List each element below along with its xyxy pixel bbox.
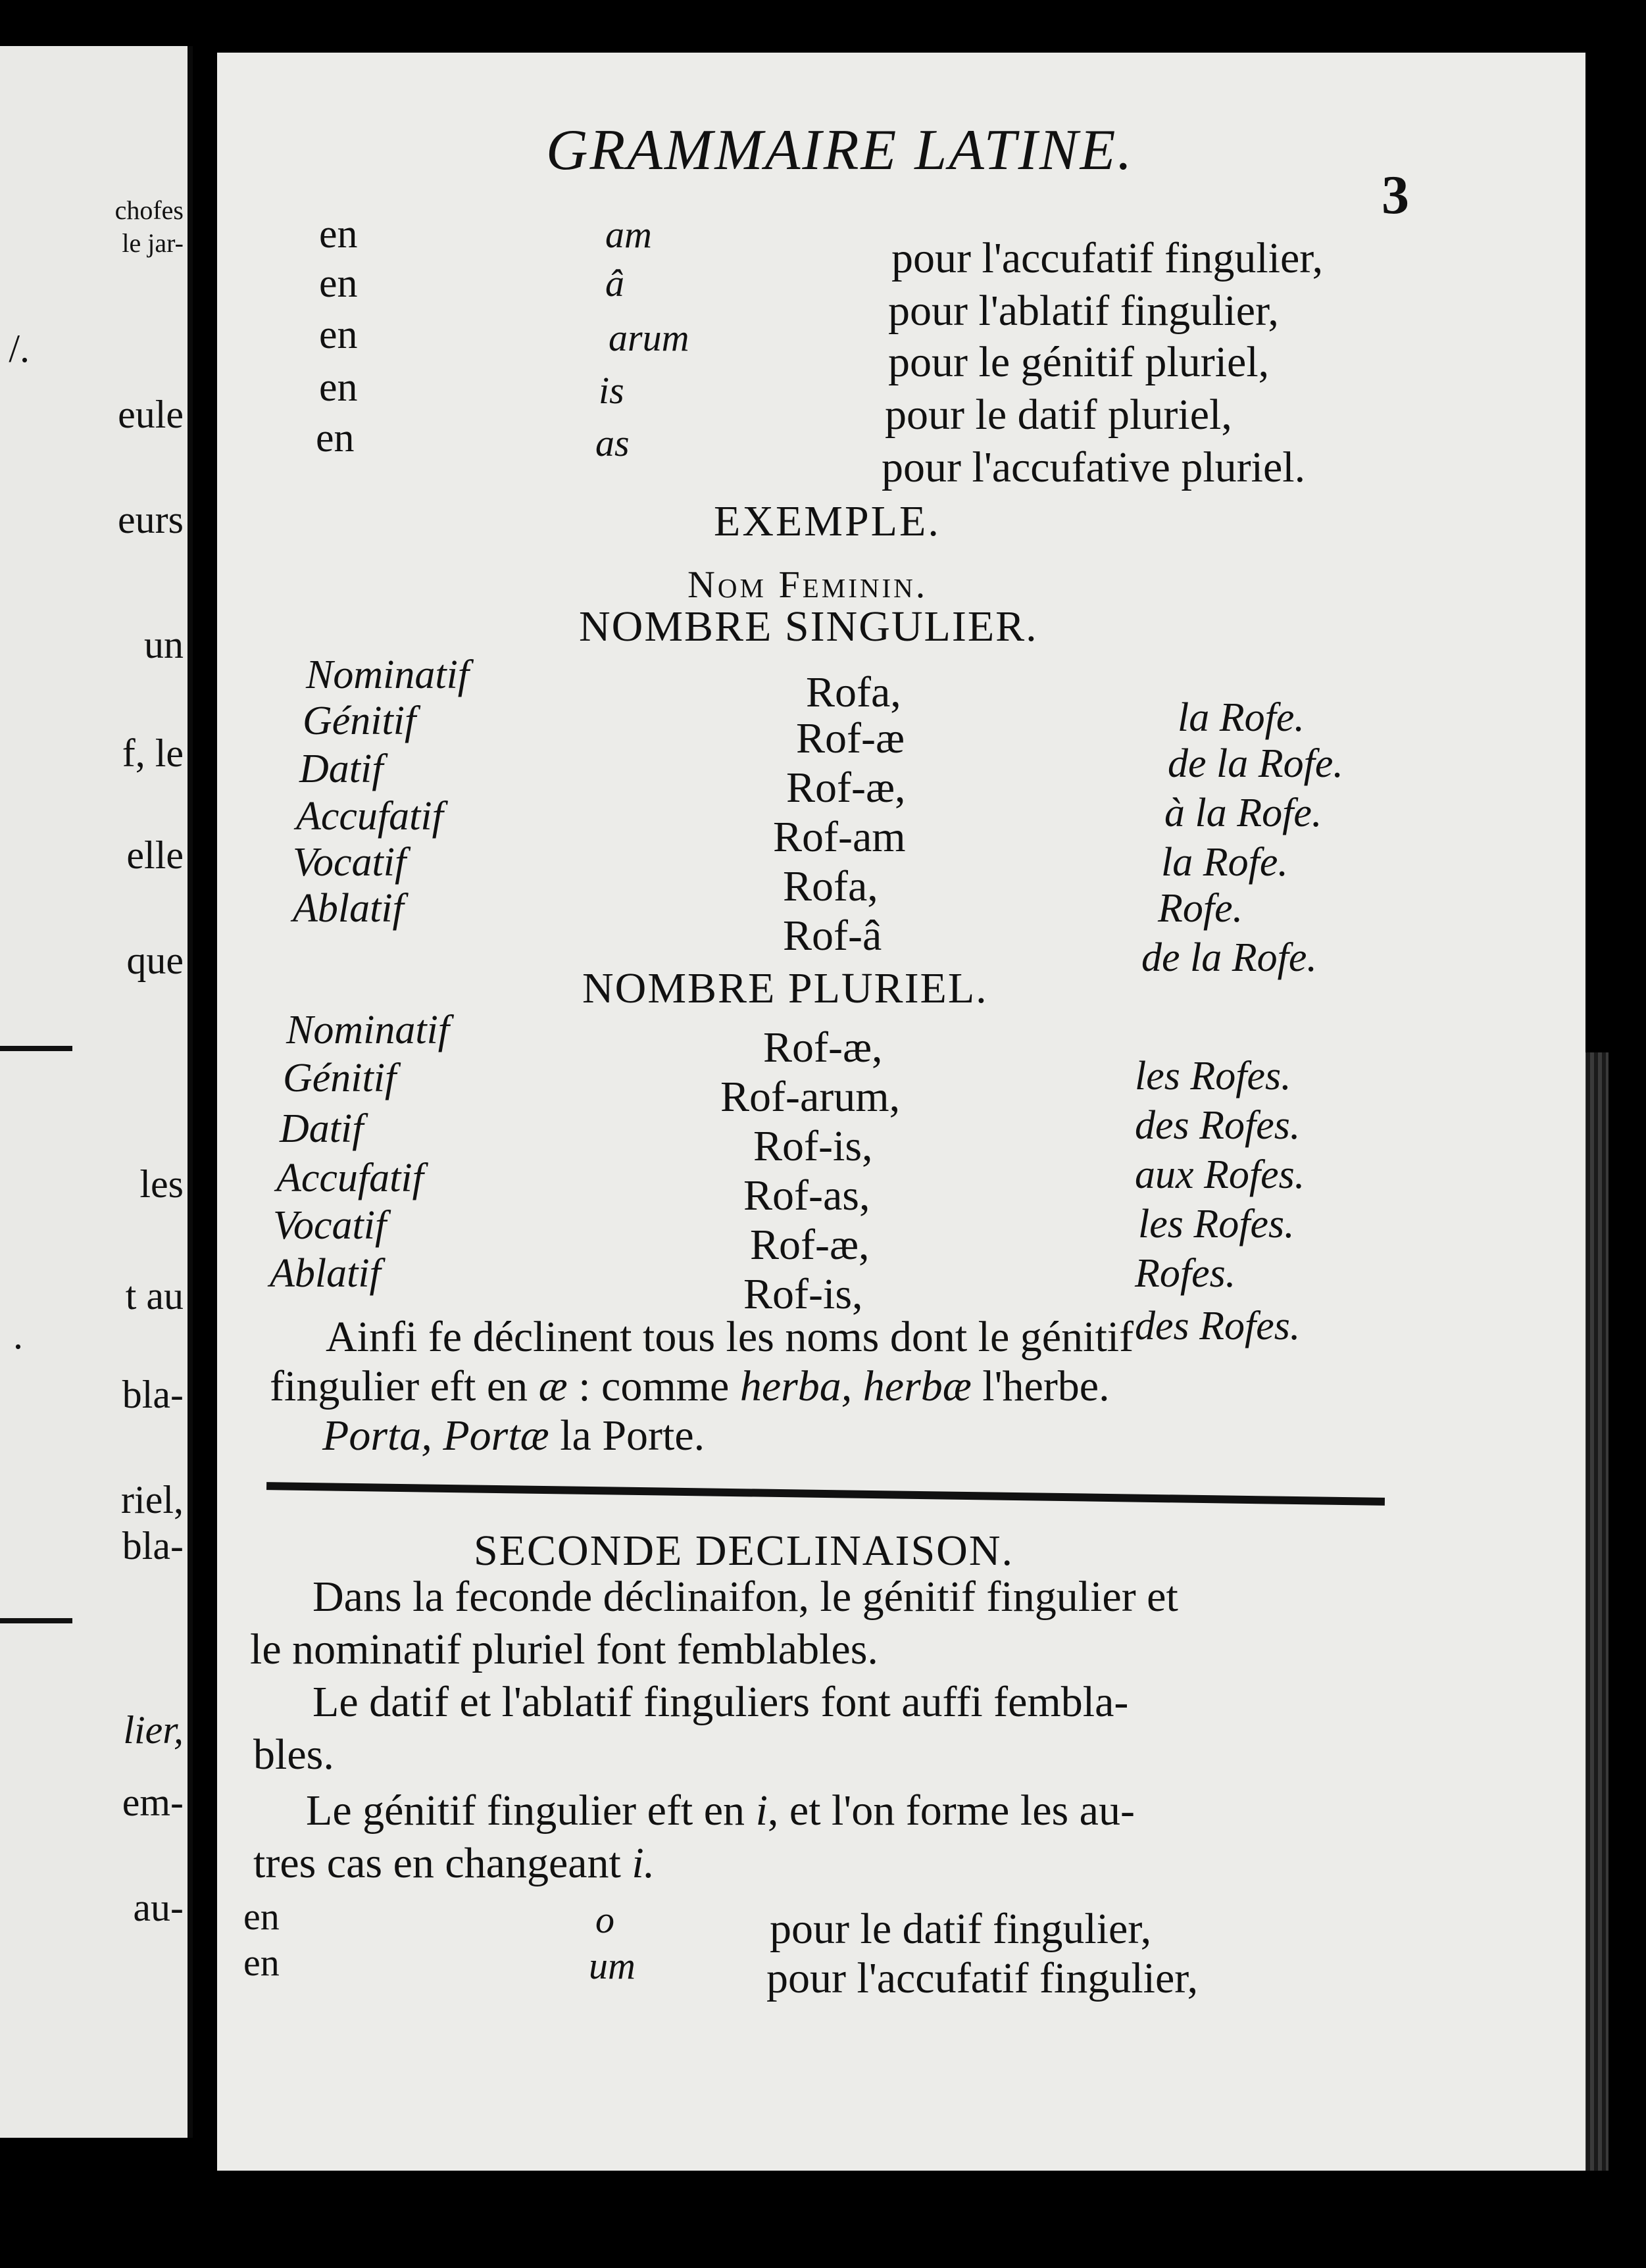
- case-form: Rof-is,: [743, 1270, 863, 1318]
- paragraph-line: Le datif et l'ablatif finguliers font auffi fembla-: [312, 1678, 1129, 1726]
- case-label: Génitif: [283, 1056, 397, 1100]
- rule-description: pour l'accufative pluriel.: [882, 443, 1306, 491]
- rule-en: en: [319, 261, 358, 306]
- left-fragment: em-: [122, 1781, 184, 1824]
- rule-en: en: [319, 212, 358, 257]
- plural-heading: NOMBRE PLURIEL.: [582, 964, 988, 1012]
- case-form: Rof-æ,: [750, 1221, 870, 1269]
- case-form: Rof-æ: [796, 714, 905, 762]
- case-label: Nominatif: [286, 1008, 450, 1052]
- left-fragment: que: [126, 939, 184, 982]
- case-label: Accufatif: [296, 794, 443, 839]
- section-heading: SECONDE DECLINAISON.: [474, 1527, 1014, 1575]
- case-translation: les Rofes.: [1135, 1054, 1291, 1098]
- right-page: [217, 53, 1585, 2171]
- section-divider: [266, 1482, 1385, 1506]
- case-form: Rof-am: [773, 813, 906, 861]
- singular-heading: NOMBRE SINGULIER.: [579, 603, 1038, 651]
- case-translation: la Rofe.: [1161, 840, 1288, 885]
- rule-description: pour le datif fingulier,: [770, 1905, 1152, 1953]
- case-form: Rof-æ,: [786, 764, 906, 812]
- rule-en: en: [319, 365, 358, 410]
- left-fragment: les: [139, 1162, 184, 1206]
- note-line: Porta, Portæ la Porte.: [322, 1412, 705, 1460]
- rule-ending: am: [605, 213, 652, 256]
- case-form: Rof-arum,: [720, 1073, 901, 1121]
- paragraph-line: le nominatif pluriel font femblables.: [250, 1625, 878, 1673]
- case-translation: de la Rofe.: [1168, 741, 1343, 786]
- rule-en: en: [319, 312, 358, 357]
- running-head: GRAMMAIRE LATINE.: [546, 118, 1134, 182]
- left-fragment: f, le: [122, 731, 184, 775]
- left-fragment: au-: [133, 1886, 184, 1929]
- page-number: 3: [1382, 164, 1409, 226]
- paragraph-line: Le génitif fingulier eft en i, et l'on forme les au-: [306, 1787, 1135, 1835]
- left-fragment: /.: [9, 327, 30, 370]
- case-form: Rof-â: [783, 912, 882, 960]
- left-rule: [0, 1618, 72, 1623]
- case-label: Nominatif: [306, 653, 470, 697]
- case-translation: Rofes.: [1135, 1251, 1236, 1296]
- left-fragment: elle: [126, 833, 184, 877]
- rule-description: pour le génitif pluriel,: [888, 338, 1270, 386]
- case-translation: des Rofes.: [1135, 1304, 1301, 1348]
- case-label: Ablatif: [270, 1251, 381, 1296]
- rule-ending: is: [599, 369, 624, 412]
- case-translation: la Rofe.: [1178, 695, 1305, 740]
- note-line: fingulier eft en æ : comme herba, herbæ l'herbe.: [270, 1362, 1110, 1410]
- rule-description: pour le datif pluriel,: [885, 391, 1232, 439]
- left-fragment: riel,: [121, 1478, 184, 1521]
- paragraph-line: Dans la feconde déclinaifon, le génitif fingulier et: [312, 1573, 1178, 1621]
- case-translation: de la Rofe.: [1141, 935, 1317, 980]
- paragraph-line: tres cas en changeant i.: [253, 1839, 655, 1887]
- case-label: Vocatif: [293, 840, 407, 885]
- left-fragment: .: [13, 1314, 23, 1357]
- case-translation: aux Rofes.: [1135, 1152, 1305, 1197]
- case-form: Rof-as,: [743, 1171, 870, 1220]
- case-translation: les Rofes.: [1138, 1202, 1295, 1246]
- left-fragment: chofes: [114, 195, 184, 225]
- case-label: Génitif: [303, 699, 416, 743]
- case-label: Datif: [280, 1106, 364, 1151]
- gender-heading: Nom Feminin.: [687, 563, 928, 606]
- rule-en: en: [243, 1941, 280, 1984]
- case-translation: à la Rofe.: [1164, 791, 1322, 835]
- left-fragment: eule: [118, 393, 184, 436]
- case-translation: Rofe.: [1158, 886, 1243, 931]
- left-page-margin: [0, 46, 193, 2138]
- left-rule: [0, 1046, 72, 1051]
- rule-description: pour l'accufatif fingulier,: [891, 234, 1324, 282]
- rule-description: pour l'accufatif fingulier,: [766, 1954, 1199, 2002]
- case-form: Rofa,: [783, 862, 878, 910]
- left-fragment: un: [144, 623, 184, 666]
- rule-ending: â: [605, 262, 624, 305]
- rule-ending: o: [595, 1898, 614, 1941]
- rule-description: pour l'ablatif fingulier,: [888, 287, 1279, 335]
- left-fragment: bla-: [122, 1524, 184, 1567]
- case-form: Rof-æ,: [763, 1023, 883, 1072]
- case-form: Rof-is,: [753, 1122, 873, 1170]
- case-label: Accufatif: [276, 1156, 424, 1200]
- case-label: Datif: [299, 747, 384, 791]
- left-fragment: lier,: [123, 1708, 184, 1752]
- left-fragment: eurs: [118, 498, 184, 541]
- case-translation: des Rofes.: [1135, 1103, 1301, 1148]
- case-form: Rofa,: [806, 668, 901, 716]
- rule-en: en: [316, 416, 355, 460]
- rule-ending: as: [595, 422, 630, 464]
- left-fragment: le jar-: [122, 228, 184, 258]
- case-label: Ablatif: [293, 886, 404, 931]
- note-line: Ainfi fe déclinent tous les noms dont le génitif: [326, 1313, 1134, 1361]
- left-fragment: bla-: [122, 1373, 184, 1416]
- rule-en: en: [243, 1895, 280, 1938]
- rule-ending: arum: [609, 316, 689, 359]
- rule-ending: um: [589, 1944, 636, 1987]
- paragraph-line: bles.: [253, 1731, 334, 1779]
- case-label: Vocatif: [273, 1203, 387, 1248]
- example-heading: EXEMPLE.: [714, 497, 941, 545]
- left-fragment: t au: [125, 1274, 184, 1318]
